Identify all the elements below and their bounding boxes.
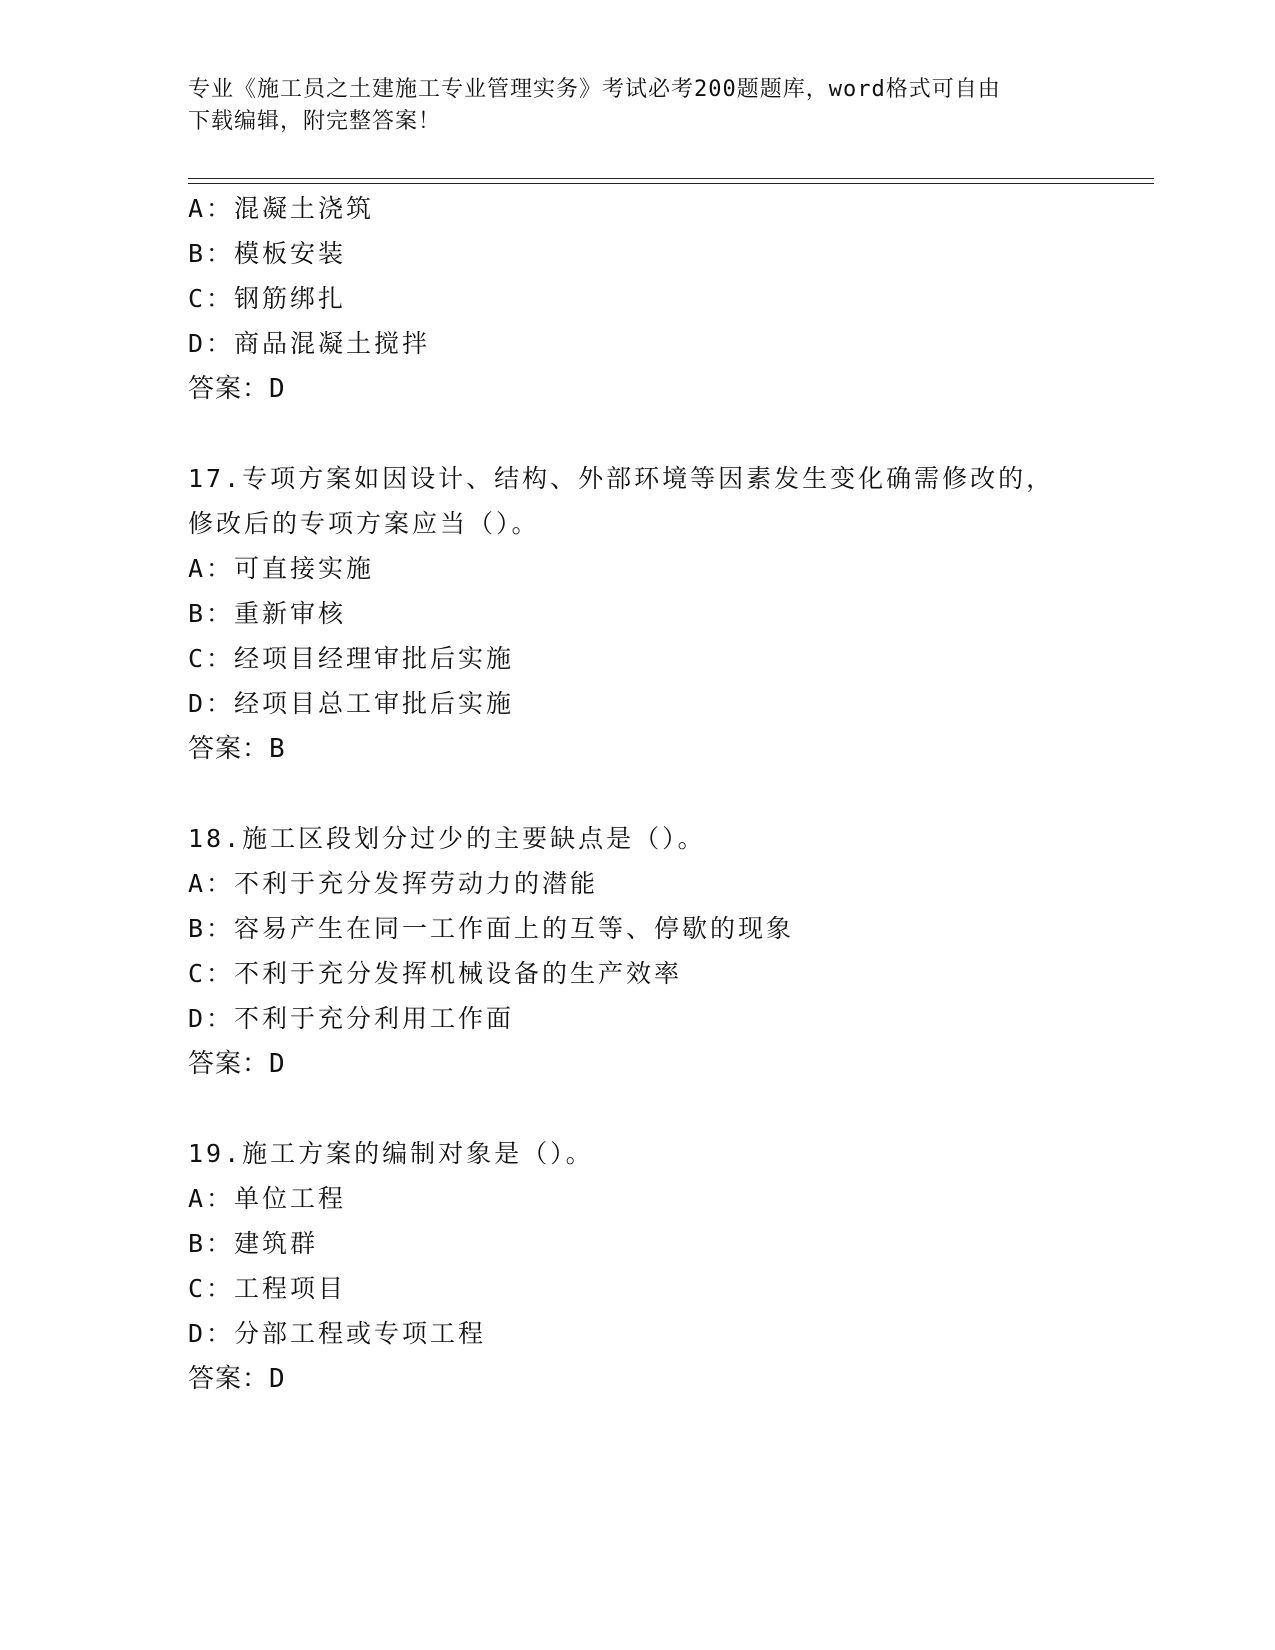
q18-option-b: B：容易产生在同一工作面上的互等、停歇的现象 xyxy=(188,914,795,943)
q19-option-b: B：建筑群 xyxy=(188,1229,319,1258)
q17-answer-label: 答案： xyxy=(188,734,270,764)
q18-question-line-1: 18.施工区段划分过少的主要缺点是（）。 xyxy=(188,824,706,853)
q18-answer-value: D xyxy=(269,1049,285,1079)
q16-option-b: B：模板安装 xyxy=(188,239,347,268)
document-header xyxy=(188,74,1068,138)
header-line-1: 专业《施工员之土建施工专业管理实务》考试必考200题题库，word格式可自由 xyxy=(188,77,1001,102)
q19-option-d: D：分部工程或专项工程 xyxy=(188,1319,487,1348)
q19-answer xyxy=(188,1362,285,1396)
q17-answer-value: B xyxy=(269,734,285,764)
q17-option-a: A：可直接实施 xyxy=(188,554,375,583)
q19-question-line-1: 19.施工方案的编制对象是（）。 xyxy=(188,1139,594,1168)
q16-answer-value: D xyxy=(269,374,285,404)
q16-option-d: D：商品混凝土搅拌 xyxy=(188,329,431,358)
q16-answer xyxy=(188,372,285,406)
q17-option-b: B：重新审核 xyxy=(188,599,347,628)
q16-option-c: C：钢筋绑扎 xyxy=(188,284,347,313)
header-divider-bottom xyxy=(188,183,1154,184)
q17-question-line-2: 修改后的专项方案应当（）。 xyxy=(188,509,540,538)
q17-answer xyxy=(188,732,285,766)
q18-answer-label: 答案： xyxy=(188,1049,270,1079)
q19-answer-value: D xyxy=(269,1364,285,1394)
header-line-2: 下载编辑，附完整答案！ xyxy=(188,109,442,134)
q17-option-c: C：经项目经理审批后实施 xyxy=(188,644,515,673)
q18-option-d: D：不利于充分利用工作面 xyxy=(188,1004,515,1033)
q18-option-a: A：不利于充分发挥劳动力的潜能 xyxy=(188,869,599,898)
q19-option-c: C：工程项目 xyxy=(188,1274,347,1303)
q19-option-a: A：单位工程 xyxy=(188,1184,347,1213)
q18-option-c: C：不利于充分发挥机械设备的生产效率 xyxy=(188,959,683,988)
q19-answer-label: 答案： xyxy=(188,1364,270,1394)
q16-option-a: A：混凝土浇筑 xyxy=(188,194,375,223)
q16-answer-label: 答案： xyxy=(188,374,270,404)
q18-answer xyxy=(188,1047,285,1081)
header-divider-top xyxy=(188,178,1154,179)
q17-option-d: D：经项目总工审批后实施 xyxy=(188,689,515,718)
q17-question-line-1: 17.专项方案如因设计、结构、外部环境等因素发生变化确需修改的， xyxy=(188,464,1055,493)
